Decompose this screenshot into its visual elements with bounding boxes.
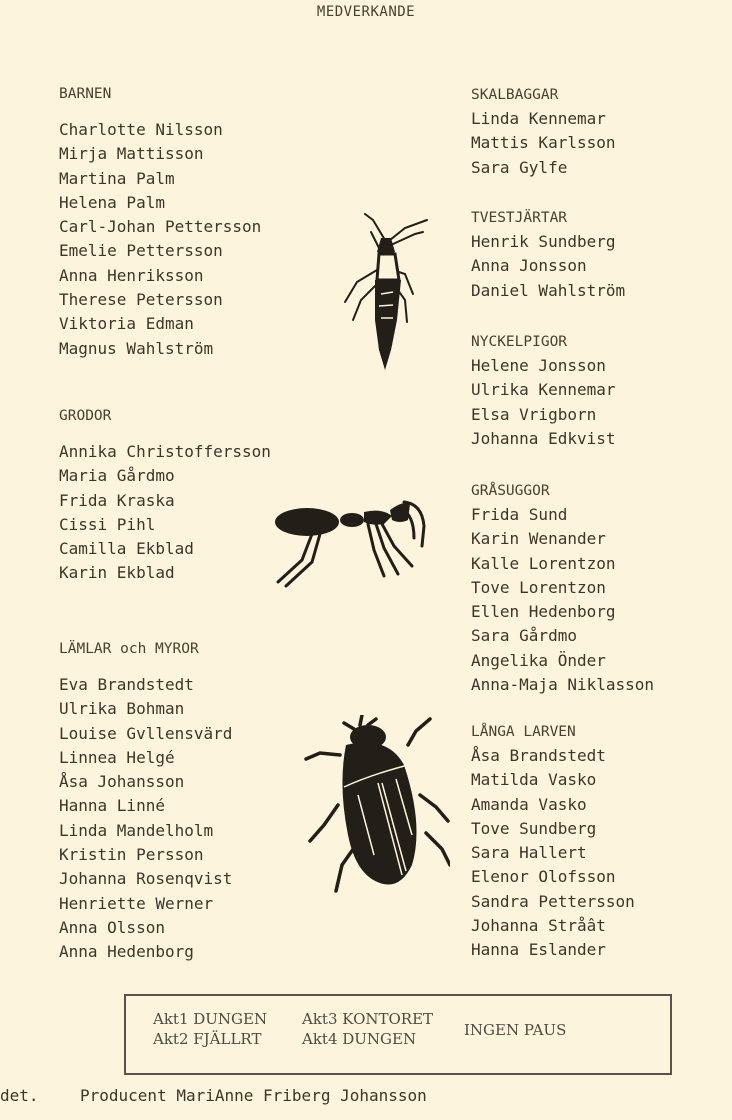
act-1: Akt1 DUNGEN [153,1010,268,1028]
cast-member: Emelie Pettersson [59,241,223,261]
cast-member: Louise Gvllensvärd [59,723,233,743]
cast-member: Daniel Wahlström [471,280,626,300]
cast-member: Åsa Brandstedt [471,746,606,765]
page-title: MEDVERKANDE [316,4,416,20]
cast-member: Kristin Persson [59,845,204,865]
cast-member: Carl-Johan Pettersson [59,217,262,237]
cast-member: Linnea Helgé [59,747,175,767]
group-grasuggor [471,479,654,697]
cast-member: Annika Christoffersson [59,442,271,461]
earwig-icon [335,210,435,375]
cast-member: Anna Henriksson [59,265,204,285]
cast-member: Mattis Karlsson [471,133,616,153]
cast-member: Magnus Wahlström [59,338,214,358]
cast-member: Anna Hedenborg [59,942,194,962]
cast-member: Amanda Vasko [471,794,587,814]
group-grodor [59,404,271,586]
cast-member: Mirja Mattisson [59,144,204,164]
cast-member: Johanna Stråât [471,916,606,936]
cast-member: Frida Sund [471,505,568,524]
cast-member: Åsa Johansson [59,772,185,792]
name-list [471,354,616,451]
name-list [471,107,616,180]
cast-member: Maria Gårdmo [59,466,175,486]
group-heading: SKALBAGGAR [471,87,559,103]
cast-member: Helena Palm [59,192,165,212]
cast-member: Kalle Lorentzon [471,553,616,573]
cast-member: Sandra Pettersson [471,891,635,911]
act-2: Akt2 FJÄLLRT [153,1030,262,1048]
group-heading: TVESTJÄRTAR [471,210,568,226]
cast-member: Ulrika Bohman [59,699,185,719]
name-list [471,230,625,303]
cast-member: Cissi Pihl [59,514,156,534]
ant-icon [272,490,432,590]
cast-member: Elenor Olofsson [471,867,616,887]
cast-member: Charlotte Nilsson [59,120,223,139]
cast-member: Anna-Maja Niklasson [471,675,655,695]
producer-credit: Producent MariAnne Friberg Johansson [80,1086,427,1105]
cast-member: Ellen Hedenborg [471,602,616,622]
name-list [59,673,232,965]
cast-member: Karin Ekblad [59,563,175,583]
group-heading: GRODOR [59,408,112,424]
footer [0,1086,427,1105]
cast-member: Tove Lorentzon [471,577,606,597]
group-tvestjartar [471,206,625,303]
group-heading: LÄMLAR och MYROR [59,641,199,657]
cast-member: Henrik Sundberg [471,232,616,251]
cast-member: Therese Petersson [59,290,223,310]
group-heading: LÅNGA LARVEN [471,724,576,740]
cast-member: Angelika Önder [471,650,606,670]
cast-member: Camilla Ekblad [59,539,194,559]
group-langa-larven [471,720,635,963]
cast-member: Eva Brandstedt [59,675,194,694]
group-barnen [59,82,261,361]
cast-member: Sara Gårdmo [471,626,577,646]
cast-member: Frida Kraska [59,490,175,510]
beetle-icon [300,715,450,900]
cast-member: Karin Wenander [471,529,606,549]
group-nyckelpigor [471,330,616,451]
name-list [59,440,271,586]
acts-box [124,994,672,1075]
cast-member: Sara Hallert [471,843,587,863]
cast-member: Elsa Vrigborn [471,404,597,424]
name-list [471,503,654,697]
cast-member: Anna Olsson [59,917,165,937]
cast-member: Sara Gylfe [471,157,568,177]
cast-member: Anna Jonsson [471,256,587,276]
cast-member: Helene Jonsson [471,356,606,375]
cast-member: Viktoria Edman [59,314,194,334]
cast-member: Linda Kennemar [471,109,606,128]
group-heading: GRÅSUGGOR [471,483,550,499]
name-list [59,118,261,361]
act-3: Akt3 KONTORET [302,1010,434,1028]
group-heading: NYCKELPIGOR [471,334,568,350]
name-list [471,744,635,963]
cast-member: Tove Sundberg [471,818,597,838]
act-4: Akt4 DUNGEN [302,1030,417,1048]
group-skalbaggar [471,83,616,180]
cast-member: Linda Mandelholm [59,820,214,840]
cast-member: Johanna Rosenqvist [59,869,233,889]
cast-member: Hanna Eslander [471,940,606,960]
footer-fragment: det. [0,1086,39,1105]
cast-member: Henriette Werner [59,893,214,913]
cast-member: Hanna Linné [59,796,165,816]
cast-member: Johanna Edkvist [471,428,616,448]
cast-member: Ulrika Kennemar [471,380,616,400]
group-heading: BARNEN [59,86,112,102]
intermission-note: INGEN PAUS [464,1021,567,1039]
group-lamlar-och-myror [59,637,232,965]
cast-member: Matilda Vasko [471,770,597,790]
cast-member: Martina Palm [59,168,175,188]
